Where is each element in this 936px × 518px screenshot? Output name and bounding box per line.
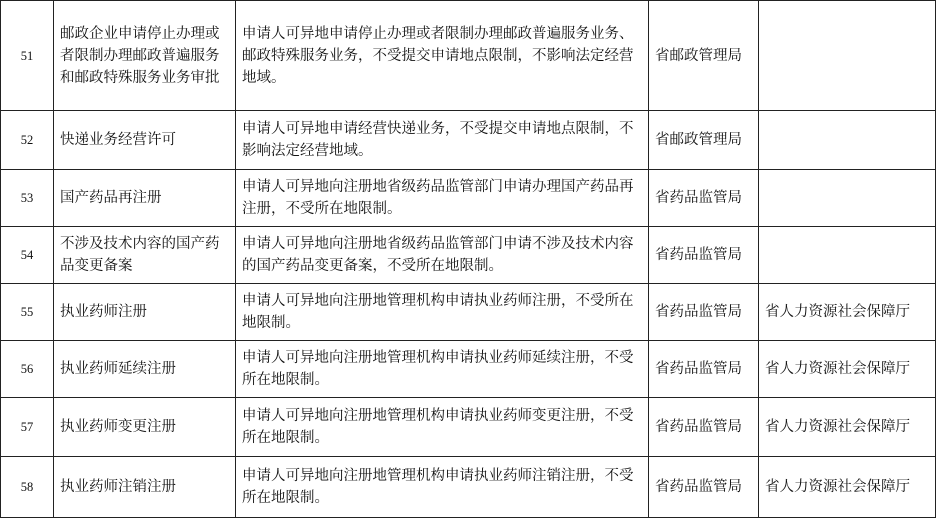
- row-number: 56: [1, 341, 54, 398]
- item-description: 申请人可异地申请停止办理或者限制办理邮政普遍服务业务、邮政特殊服务业务，不受提交申请地点限制，不影响法定经营地域。: [236, 1, 649, 111]
- table-row: [1, 227, 936, 284]
- lead-department: 省药品监管局: [649, 284, 759, 341]
- item-name: 执业药师变更注册: [54, 398, 236, 457]
- cooperating-department: 省人力资源社会保障厅: [759, 284, 936, 341]
- item-name: 执业药师延续注册: [54, 341, 236, 398]
- table-row: [1, 284, 936, 341]
- cooperating-department: [759, 111, 936, 170]
- item-name: 快递业务经营许可: [54, 111, 236, 170]
- lead-department: 省邮政管理局: [649, 111, 759, 170]
- lead-department: 省药品监管局: [649, 457, 759, 518]
- lead-department: 省药品监管局: [649, 341, 759, 398]
- lead-department: 省邮政管理局: [649, 1, 759, 111]
- lead-department: 省药品监管局: [649, 398, 759, 457]
- cooperating-department: [759, 170, 936, 227]
- lead-department: 省药品监管局: [649, 170, 759, 227]
- table-row: [1, 1, 936, 111]
- cooperating-department: 省人力资源社会保障厅: [759, 341, 936, 398]
- table-row: [1, 111, 936, 170]
- cooperating-department: [759, 227, 936, 284]
- item-name: 国产药品再注册: [54, 170, 236, 227]
- item-name: 不涉及技术内容的国产药品变更备案: [54, 227, 236, 284]
- item-name: 邮政企业申请停止办理或者限制办理邮政普遍服务和邮政特殊服务业务审批: [54, 1, 236, 111]
- item-name: 执业药师注册: [54, 284, 236, 341]
- row-number: 53: [1, 170, 54, 227]
- item-description: 申请人可异地申请经营快递业务，不受提交申请地点限制，不影响法定经营地域。: [236, 111, 649, 170]
- item-description: 申请人可异地向注册地省级药品监管部门申请办理国产药品再注册，不受所在地限制。: [236, 170, 649, 227]
- row-number: 58: [1, 457, 54, 518]
- row-number: 57: [1, 398, 54, 457]
- row-number: 55: [1, 284, 54, 341]
- table-row: [1, 341, 936, 398]
- item-description: 申请人可异地向注册地管理机构申请执业药师变更注册，不受所在地限制。: [236, 398, 649, 457]
- item-description: 申请人可异地向注册地管理机构申请执业药师注册，不受所在地限制。: [236, 284, 649, 341]
- item-name: 执业药师注销注册: [54, 457, 236, 518]
- row-number: 52: [1, 111, 54, 170]
- lead-department: 省药品监管局: [649, 227, 759, 284]
- table-row: [1, 170, 936, 227]
- table-row: [1, 398, 936, 457]
- cooperating-department: 省人力资源社会保障厅: [759, 398, 936, 457]
- item-description: 申请人可异地向注册地管理机构申请执业药师延续注册，不受所在地限制。: [236, 341, 649, 398]
- row-number: 54: [1, 227, 54, 284]
- cooperating-department: [759, 1, 936, 111]
- row-number: 51: [1, 1, 54, 111]
- cooperating-department: 省人力资源社会保障厅: [759, 457, 936, 518]
- item-description: 申请人可异地向注册地管理机构申请执业药师注销注册，不受所在地限制。: [236, 457, 649, 518]
- table-row: [1, 457, 936, 518]
- item-description: 申请人可异地向注册地省级药品监管部门申请不涉及技术内容的国产药品变更备案，不受所在地限制。: [236, 227, 649, 284]
